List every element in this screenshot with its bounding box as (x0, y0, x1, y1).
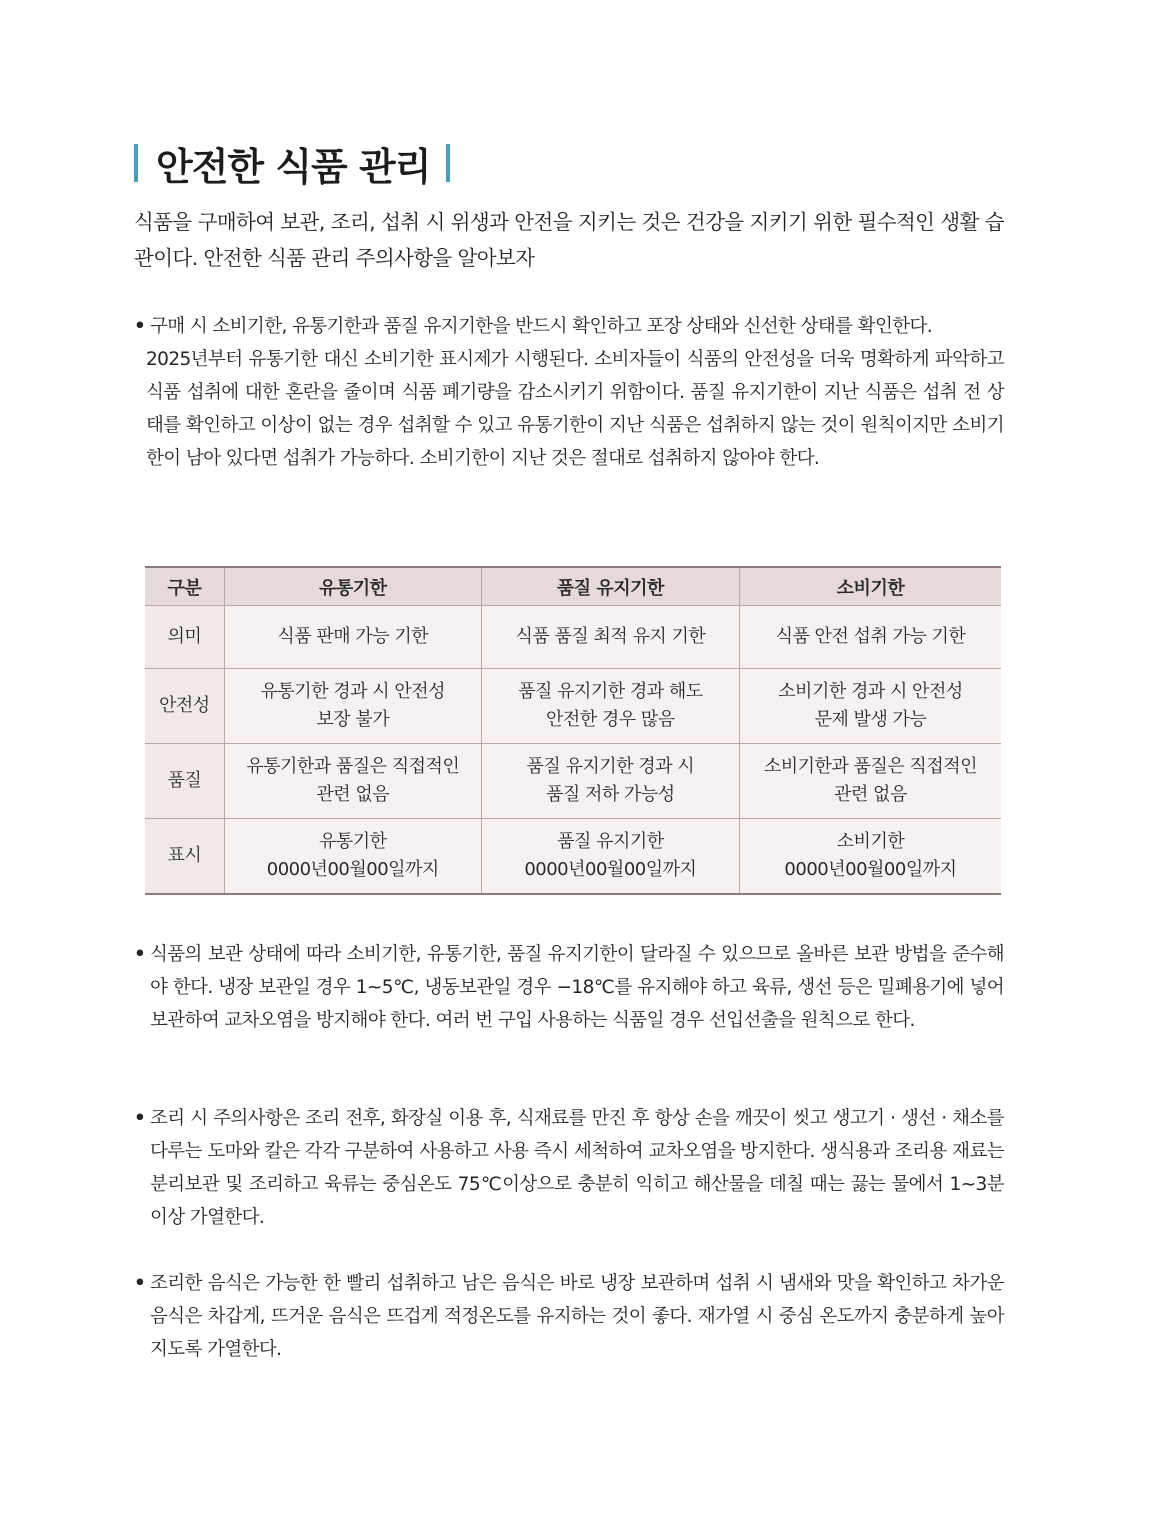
title-bar-left (134, 144, 138, 182)
cell-line: 소비기한과 품질은 직접적인 (763, 756, 977, 777)
intro-paragraph: 식품을 구매하여 보관, 조리, 섭취 시 위생과 안전을 지키는 것은 건강을 지키기 위한 필수적인 생활 습관이다. 안전한 식품 관리 주의사항을 알아보자 (134, 210, 1004, 270)
cell-line: 품질 저하 가능성 (546, 784, 675, 805)
bullet-item (134, 1267, 1004, 1366)
cell-line: 식품 판매 가능 기한 (277, 626, 429, 647)
table-cell (739, 744, 1001, 819)
table-cell (481, 606, 739, 669)
cell-line: 0000년00월00일까지 (524, 859, 697, 880)
bullet-icon: • (134, 316, 146, 337)
table-cell (481, 669, 739, 744)
cell-line: 안전한 경우 많음 (546, 709, 675, 730)
cell-line: 식품 품질 최적 유지 기한 (515, 626, 706, 647)
table-row (145, 819, 1001, 895)
expiry-comparison-table (145, 566, 1001, 895)
table-cell (224, 819, 481, 895)
table-cell (224, 606, 481, 669)
cell-line: 소비기한 (836, 831, 905, 852)
section-cooking (134, 1102, 1004, 1234)
row-label: 표시 (145, 819, 224, 895)
table-header-cell: 품질 유지기한 (481, 567, 739, 606)
table-header-cell: 구분 (145, 567, 224, 606)
cell-line: 보장 불가 (316, 709, 390, 730)
bullet-text: 조리한 음식은 가능한 한 빨리 섭취하고 남은 음식은 바로 냉장 보관하며 섭취 시 냄새와 맛을 확인하고 차가운 음식은 차갑게, 뜨거운 음식은 뜨겁게 적정온도를 유지하는 것이 좋다. 재가열 시 중심 온도까지 충분하게 높아지도록 가열한다. (150, 1273, 1004, 1360)
cell-line: 문제 발생 가능 (814, 709, 927, 730)
bullet-item (134, 1102, 1004, 1234)
table-row (145, 606, 1001, 669)
table-header-cell: 소비기한 (739, 567, 1001, 606)
cell-line: 품질 유지기한 (557, 831, 664, 852)
table-header-cell: 유통기한 (224, 567, 481, 606)
bullet-icon: • (134, 1273, 146, 1294)
section-eating (134, 1267, 1004, 1366)
table-cell (739, 819, 1001, 895)
cell-line: 유통기한 경과 시 안전성 (260, 681, 446, 702)
table-cell (224, 744, 481, 819)
title-block (134, 140, 450, 189)
bullet-icon: • (134, 944, 146, 965)
table-cell (739, 606, 1001, 669)
page-title: 안전한 식품 관리 (156, 144, 431, 189)
cell-line: 식품 안전 섭취 가능 기한 (775, 626, 966, 647)
table-row (145, 744, 1001, 819)
bullet-text: 조리 시 주의사항은 조리 전후, 화장실 이용 후, 식재료를 만진 후 항상 손을 깨끗이 씻고 생고기 · 생선 · 채소를 다루는 도마와 칼은 각각 구분하여 사용하고 사용 즉시 세척하여 교차오염을 방지한다. 생식용과 조리용 재료는 분리보관 및 조리하고 육류는 중심온도 75℃이상으로 충분히 익히고 해산물을 데칠 때는 끓는 물에서 1~3분 이상 가열한다. (150, 1108, 1004, 1228)
expiry-note-paragraph: 2025년부터 유통기한 대신 소비기한 표시제가 시행된다. 소비자들이 식품의 안전성을 더욱 명확하게 파악하고 식품 섭취에 대한 혼란을 줄이며 식품 폐기량을 감소시키기 위함이다. 품질 유지기한이 지난 식품은 섭취 전 상태를 확인하고 이상이 없는 경우 섭취할 수 있고 유통기한이 지난 식품은 섭취하지 않는 것이 원칙이지만 소비기한이 남아 있다면 섭취가 가능하다. 소비기한이 지난 것은 절대로 섭취하지 않아야 한다. (146, 349, 1004, 469)
bullet-icon: • (134, 1108, 146, 1129)
cell-line: 관련 없음 (834, 784, 907, 805)
cell-line: 유통기한 (319, 831, 387, 852)
table-cell (481, 819, 739, 895)
table-row (145, 669, 1001, 744)
cell-line: 소비기한 경과 시 안전성 (778, 681, 963, 702)
cell-line: 유통기한과 품질은 직접적인 (246, 756, 460, 777)
table-header-row (145, 567, 1001, 606)
bullet-item (134, 310, 1004, 343)
bullet-text: 구매 시 소비기한, 유통기한과 품질 유지기한을 반드시 확인하고 포장 상태와 신선한 상태를 확인한다. (150, 316, 933, 337)
title-bar-right (446, 144, 450, 182)
row-label: 안전성 (145, 669, 224, 744)
section-storage (134, 938, 1004, 1037)
section-purchase (134, 310, 1004, 475)
cell-line: 품질 유지기한 경과 시 (526, 756, 695, 777)
bullet-text: 식품의 보관 상태에 따라 소비기한, 유통기한, 품질 유지기한이 달라질 수 있으므로 올바른 보관 방법을 준수해야 한다. 냉장 보관일 경우 1~5℃, 냉동보관일 경우 −18℃를 유지해야 하고 육류, 생선 등은 밀폐용기에 넣어 보관하여 교차오염을 방지해야 한다. 여러 번 구입 사용하는 식품일 경우 선입선출을 원칙으로 한다. (150, 944, 1004, 1031)
cell-line: 품질 유지기한 경과 해도 (518, 681, 703, 702)
row-label: 의미 (145, 606, 224, 669)
bullet-item (134, 938, 1004, 1037)
cell-line: 0000년00월00일까지 (266, 859, 439, 880)
cell-line: 관련 없음 (316, 784, 390, 805)
table-cell (224, 669, 481, 744)
row-label: 품질 (145, 744, 224, 819)
table-cell (739, 669, 1001, 744)
cell-line: 0000년00월00일까지 (784, 859, 957, 880)
table-cell (481, 744, 739, 819)
